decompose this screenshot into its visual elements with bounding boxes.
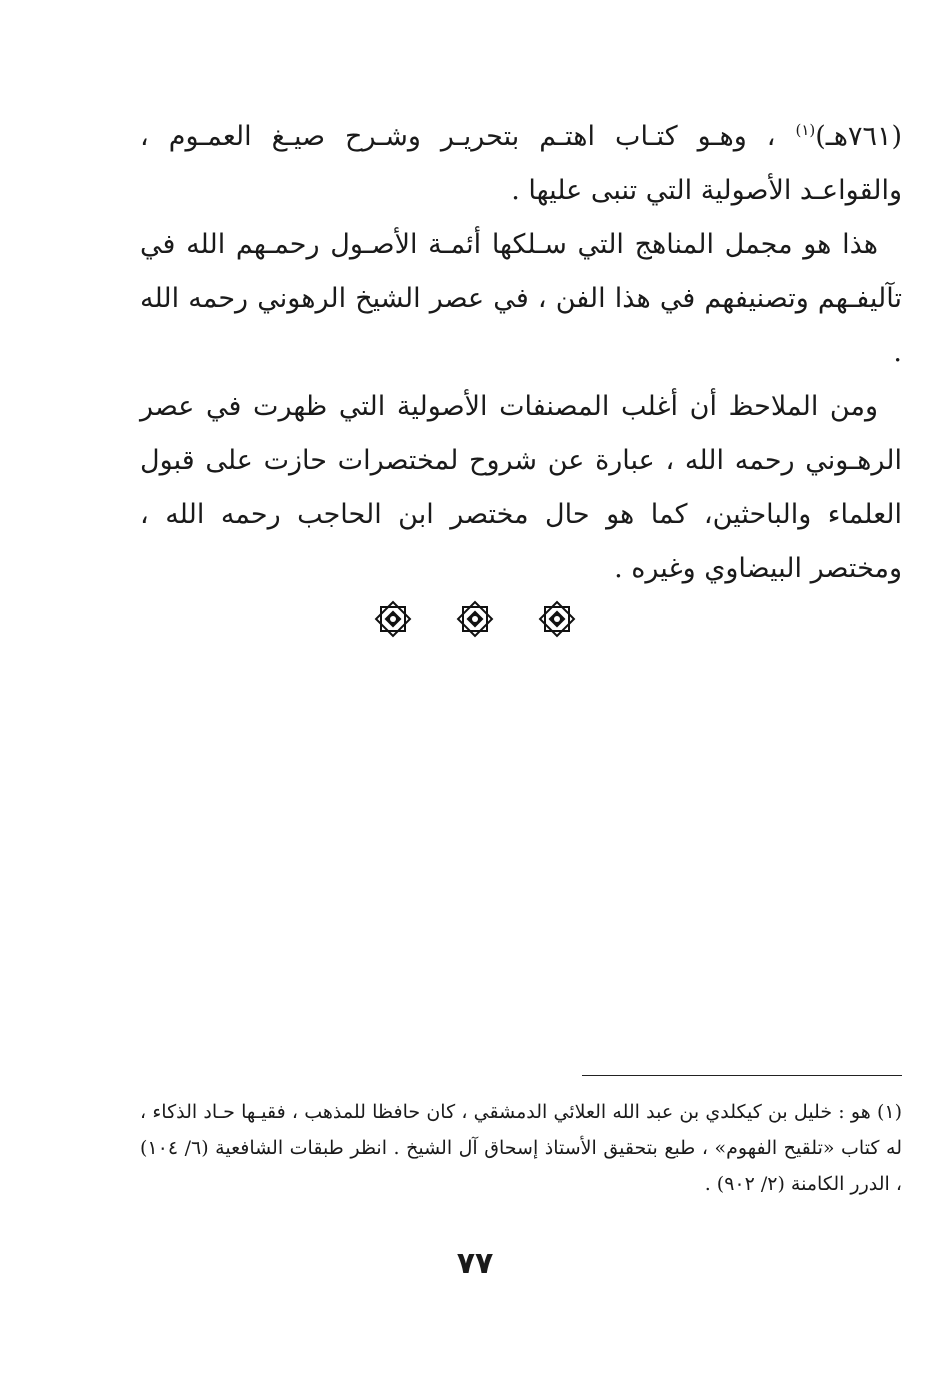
paragraph-2: هذا هو مجمل المناهج التي سـلكها أئمـة الأصـول رحمـهم الله في تآليفـهم وتصنيفهم في هذا الفن ، في عصر الشيخ الرهوني رحمه الله . — [140, 229, 902, 368]
main-text — [140, 110, 902, 596]
section-divider-ornaments — [0, 598, 950, 640]
footnotes — [140, 1094, 902, 1202]
paragraph-1-date: (٧٦١هـ) — [815, 121, 902, 152]
paragraph-1 — [140, 110, 902, 218]
footnote-1: (١) هو : خليل بن كيكلدي بن عبد الله العلائي الدمشقي ، كان حافظا للمذهب ، فقيـها حـاد الذكاء ، له كتاب «تلقيح الفهوم» ، طبع بتحقيق الأستاذ إسحاق آل الشيخ . انظر طبقات الشافعية (٦/ ١٠٤) ، الدرر الكامنة (٢/ ٩٠٢) . — [140, 1101, 902, 1195]
page-number: ٧٧ — [456, 1246, 494, 1281]
paragraph-1-text: ، وهـو كتـاب اهتـم بتحريـر وشـرح صيـغ العمـوم ، والقواعـد الأصولية التي تنبى عليها . — [140, 121, 902, 206]
star-ornament-icon — [536, 598, 578, 640]
footnote-separator — [582, 1075, 902, 1076]
paragraph-3: ومن الملاحظ أن أغلب المصنفات الأصولية التي ظهرت في عصر الرهـوني رحمه الله ، عبارة عن شروح لمختصرات حازت على قبول العلماء والباحثين، كما هو حال مختصر ابن الحاجب رحمه الله ، ومختصر البيضاوي وغيره . — [140, 391, 902, 584]
star-ornament-icon — [372, 598, 414, 640]
footnote-reference: (١) — [795, 121, 816, 139]
star-ornament-icon — [454, 598, 496, 640]
